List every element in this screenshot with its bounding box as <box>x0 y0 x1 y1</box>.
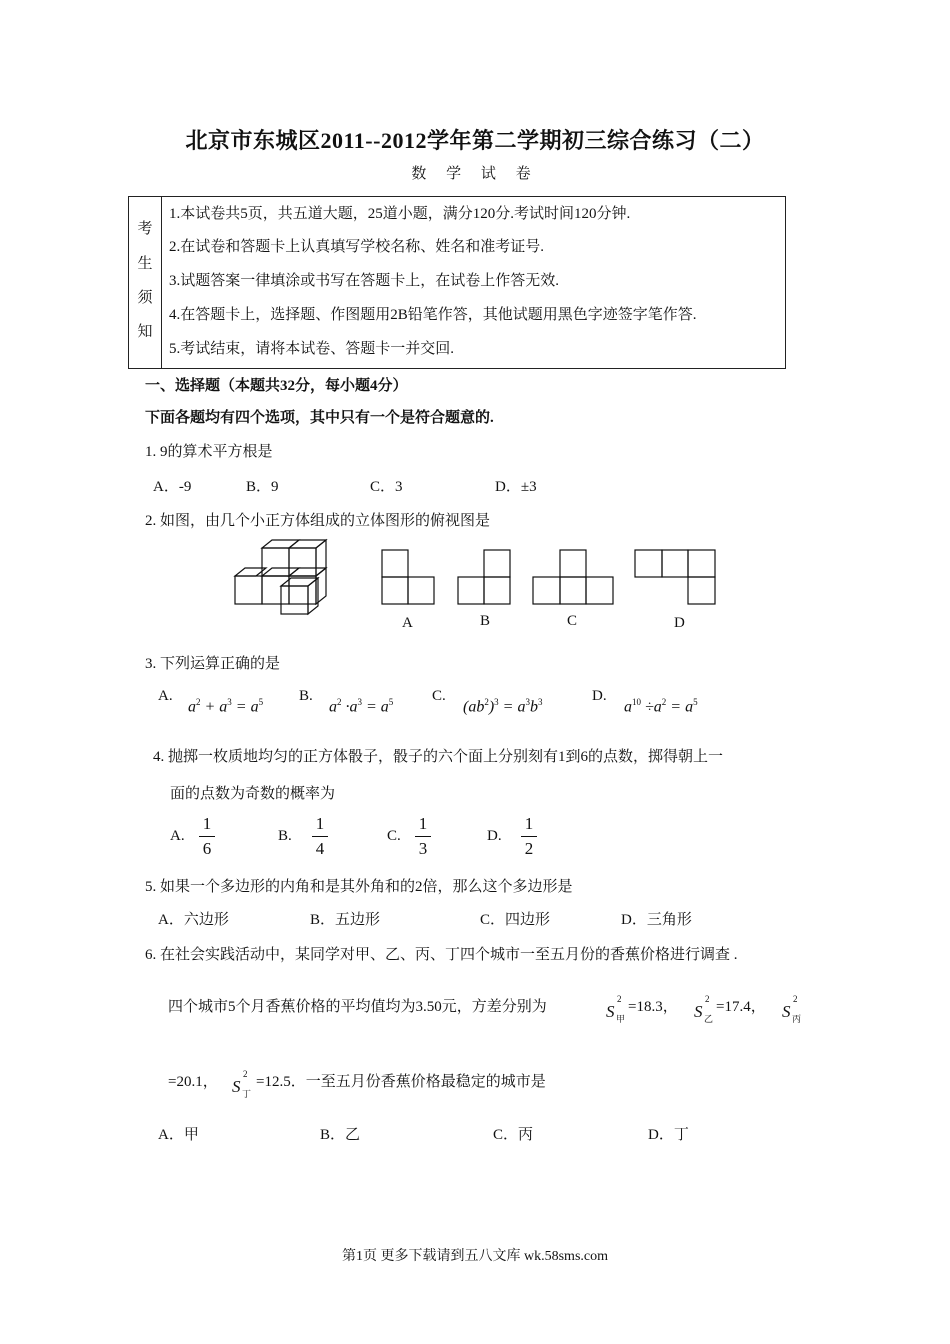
q5-stem: 5. 如果一个多边形的内角和是其外角和的2倍，那么这个多边形是 <box>145 879 573 895</box>
page-title: 北京市东城区2011--2012学年第二学期初三综合练习（二） <box>185 128 765 153</box>
q1-option-b: B．9 <box>246 479 279 495</box>
notice-item: 3.试题答案一律填涂或书写在答题卡上，在试卷上作答无效. <box>169 273 560 289</box>
q6-stem: 6. 在社会实践活动中，某同学对甲、乙、丙、丁四个城市一至五月份的香蕉价格进行调查 . <box>145 947 738 963</box>
cube-solid-drawing <box>235 540 326 614</box>
notice-box <box>128 196 786 369</box>
q6-value-ding: =12.5．一至五月份香蕉价格最稳定的城市是 <box>256 1074 546 1090</box>
q6-option-c: C．丙 <box>493 1127 534 1143</box>
page-footer: 第1页 更多下载请到五八文库 wk.58sms.com <box>342 1249 608 1264</box>
q3-formula-a: $a^2 + a^3 = a^5$ <box>188 697 264 716</box>
notice-side-char: 知 <box>137 324 153 340</box>
q6-option-b: B．乙 <box>320 1127 361 1143</box>
q1-option-a: A．-9 <box>153 479 192 495</box>
page-subtitle: 数 学 试 卷 <box>411 166 539 182</box>
q6-option-d: D．丁 <box>648 1127 689 1143</box>
option-a-view <box>382 550 434 604</box>
q2-label-b: B <box>480 613 491 629</box>
q5-option-b: B．五边形 <box>310 912 381 928</box>
q6-stem-cont: 四个城市5个月香蕉价格的平均值均为3.50元，方差分别为 <box>168 999 547 1015</box>
q5-option-c: C．四边形 <box>480 912 551 928</box>
q4-label-b: B. <box>278 828 292 844</box>
q4-fraction-c: 1 3 <box>413 814 433 859</box>
section-instruction: 下面各题均有四个选项，其中只有一个是符合题意的. <box>145 410 494 426</box>
q2-stem: 2. 如图，由几个小正方体组成的立体图形的俯视图是 <box>145 513 491 529</box>
q6-value-yi: =17.4， <box>716 999 766 1015</box>
variance-s-yi: S 2 乙 <box>694 994 714 1024</box>
q4-stem: 4. 抛掷一枚质地均匀的正方体骰子，骰子的六个面上分别刻有1到6的点数，掷得朝上一 <box>153 749 724 765</box>
variance-s-ding: S 2 丁 <box>232 1069 252 1099</box>
q4-fraction-a: 1 6 <box>197 814 217 859</box>
option-d-view <box>635 550 715 604</box>
variance-s-bing: S 2 丙 <box>782 994 802 1024</box>
q1-stem: 1. 9的算术平方根是 <box>145 444 273 460</box>
q3-label-d: D. <box>592 688 607 704</box>
q5-option-a: A．六边形 <box>158 912 229 928</box>
notice-side-char: 生 <box>137 256 153 272</box>
notice-item: 2.在试卷和答题卡上认真填写学校名称、姓名和准考证号. <box>169 239 545 255</box>
q1-option-d: D．±3 <box>495 479 537 495</box>
notice-side-char: 考 <box>137 221 153 237</box>
notice-side-char: 须 <box>137 290 153 306</box>
notice-item: 1.本试卷共5页，共五道大题，25道小题，满分120分.考试时间120分钟. <box>169 206 631 222</box>
q4-fraction-d: 1 2 <box>519 814 539 859</box>
notice-side-label <box>129 197 162 368</box>
option-c-view <box>533 550 613 604</box>
q4-fraction-b: 1 4 <box>310 814 330 859</box>
q4-label-a: A. <box>170 828 185 844</box>
notice-item: 5.考试结束，请将本试卷、答题卡一并交回. <box>169 341 455 357</box>
q4-label-d: D. <box>487 828 502 844</box>
q3-formula-b: $a^2 \cdot a^3 = a^5$ <box>329 697 394 716</box>
variance-s-jia: S 2 甲 <box>606 994 626 1024</box>
q6-value-jia: =18.3， <box>628 999 678 1015</box>
q2-label-c: C <box>567 613 578 629</box>
q1-option-c: C．3 <box>370 479 403 495</box>
notice-item: 4.在答题卡上，选择题、作图题用2B铅笔作答，其他试题用黑色字迹签字笔作答. <box>169 307 697 323</box>
option-b-view <box>458 550 510 604</box>
q3-formula-d: $a^{10} \div a^2 = a^5$ <box>624 697 698 716</box>
q2-figure <box>230 536 720 632</box>
q2-label-d: D <box>674 615 685 631</box>
q3-label-b: B. <box>299 688 313 704</box>
q3-label-a: A. <box>158 688 173 704</box>
q2-label-a: A <box>402 615 413 631</box>
q4-label-c: C. <box>387 828 401 844</box>
q4-stem-cont: 面的点数为奇数的概率为 <box>170 786 336 802</box>
q5-option-d: D．三角形 <box>621 912 692 928</box>
q3-label-c: C. <box>432 688 446 704</box>
q3-formula-c: $(ab^2)^3 = a^3b^3$ <box>463 697 543 716</box>
q3-stem: 3. 下列运算正确的是 <box>145 656 281 672</box>
section-heading: 一、选择题（本题共32分，每小题4分） <box>145 378 408 394</box>
q6-option-a: A．甲 <box>158 1127 199 1143</box>
q6-value-bing: =20.1， <box>168 1074 218 1090</box>
